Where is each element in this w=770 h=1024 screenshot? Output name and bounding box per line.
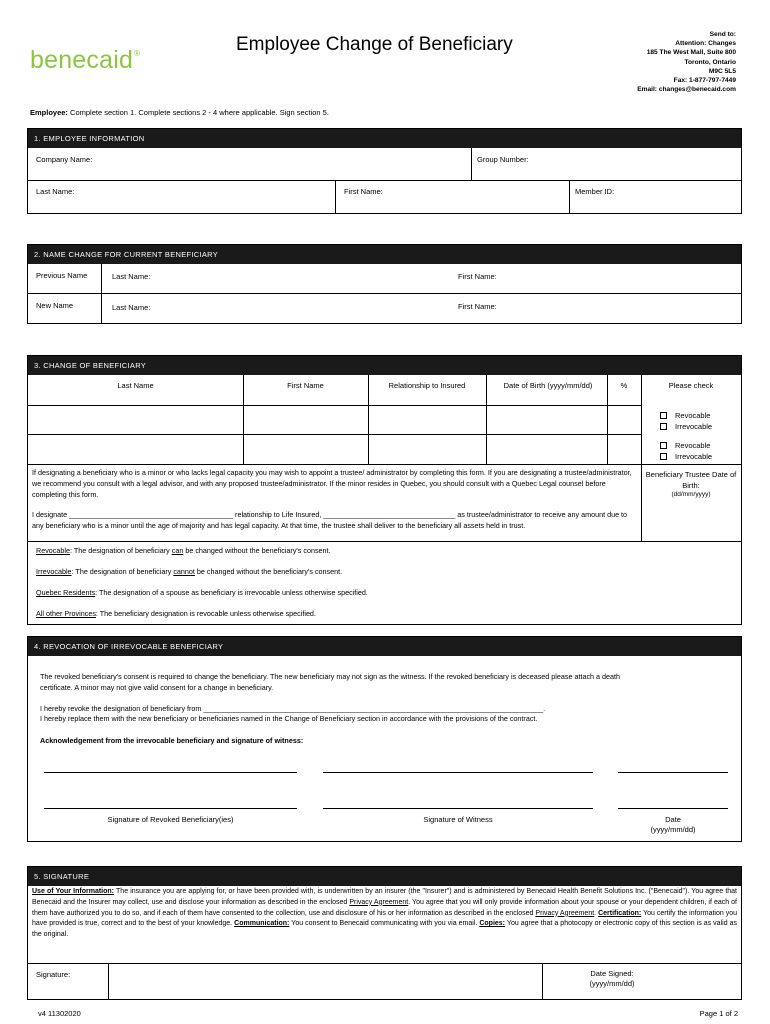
date-line-2[interactable]: [618, 808, 728, 809]
previous-name-label: Previous Name: [36, 271, 88, 280]
section-5-header: 5. SIGNATURE: [28, 867, 741, 886]
beneficiary-2-relationship[interactable]: [369, 435, 485, 463]
section-1-header: 1. EMPLOYEE INFORMATION: [28, 129, 741, 148]
witness-signature-label: Signature of Witness: [423, 815, 493, 824]
section-4-header: 4. REVOCATION OF IRREVOCABLE BENEFICIARY: [28, 637, 741, 656]
signature-field[interactable]: [109, 964, 542, 999]
employee-last-name-field[interactable]: Last Name:: [36, 187, 75, 196]
trustee-designation-text: I designate _________________________________________ relationship to Life Insured, _________________________________ as trustee/administrator to receive any amount due to any beneficiary who is a minor until the age of majority and has legal capacity. At that time, the trustee shall deliver to the beneficiary all assets held in trust.: [32, 510, 628, 530]
beneficiary-2-last-name[interactable]: [29, 435, 242, 463]
minor-trustee-note: If designating a beneficiary who is a minor or who lacks legal capacity you may wish to appoint a trustee/ administrator by completing this form. If you are designating a trustee/administrator, we recommend you consult with a legal advisor, and with any proposed trustee/administrator. If the minor resides in Quebec, you should consult with a Quebec Legal counsel before completing this form.: [32, 468, 632, 499]
def-quebec: Quebec Residents: The designation of a spouse as beneficiary is irrevocable unless otherwise specified.: [36, 588, 368, 597]
replace-statement: I hereby replace them with the new beneficiary or beneficiaries named in the Change of Beneficiary section in accordance with the provisions of the contract.: [40, 714, 538, 723]
section-3-header: 3. CHANGE OF BENEFICIARY: [28, 356, 741, 375]
col-first-name: First Name: [287, 381, 324, 390]
previous-first-name-field[interactable]: First Name:: [458, 272, 497, 281]
new-last-name-field[interactable]: Last Name:: [112, 303, 151, 312]
beneficiary-2-check: Revocable Irrevocable: [660, 440, 712, 462]
date-format: (yyyy/mm/dd): [650, 825, 696, 834]
section-2-header: 2. NAME CHANGE FOR CURRENT BENEFICIARY: [28, 245, 741, 264]
beneficiary-1-relationship[interactable]: [369, 406, 485, 433]
company-name-field[interactable]: Company Name:: [36, 155, 93, 164]
revoke-statement: I hereby revoke the designation of beneficiary from _____________________________________________________________________________________.: [40, 704, 546, 713]
section-name-change: [27, 244, 742, 324]
revoked-signature-label: Signature of Revoked Beneficiary(ies): [107, 815, 234, 824]
member-id-field[interactable]: Member ID:: [575, 187, 615, 196]
col-percent: %: [620, 381, 628, 390]
beneficiary-1-revocable-checkbox[interactable]: [660, 412, 667, 419]
def-irrevocable: Irrevocable: The designation of beneficiary cannot be changed without the beneficiary's consent.: [36, 567, 343, 576]
beneficiary-2-percent[interactable]: [608, 435, 640, 463]
col-last-name: Last Name: [117, 381, 154, 390]
col-relationship: Relationship to Insured: [388, 381, 466, 390]
intro-instructions: Employee: Complete section 1. Complete sections 2 - 4 where applicable. Sign section 5.: [30, 108, 329, 117]
beneficiary-1-irrevocable-checkbox[interactable]: [660, 423, 667, 430]
beneficiary-1-check: Revocable Irrevocable: [660, 410, 712, 432]
use-of-information-text: Use of Your Information: The insurance you are applying for, or have been provided with, is underwritten by an insurer (the "Insurer") and is administered by Benecaid Health Benefit Solutions Inc. ("Benecaid"). You agree that Benecaid and the Insurer may collect, use and disclose your information as described in the enclosed Privacy Agreement. You agree that you will only provide information about your spouse or your dependent children, if each of them have authorized you to do so, and if each of them have consented to the collection, use and disclosure of his or her information as described in the enclosed Privacy Agreement. Certification: You certify the information you have provided is true, correct and to the best of your knowledge. Communication: You consent to Benecaid communicating with you via email. Copies: You agree that a photocopy or electronic copy of this section is as valid as the original.: [32, 888, 738, 939]
benecaid-logo: benecaid®: [30, 46, 141, 74]
revoked-signature-line-1[interactable]: [44, 772, 297, 773]
witness-signature-line-2[interactable]: [323, 808, 593, 809]
beneficiary-1-dob[interactable]: [487, 406, 606, 433]
beneficiary-2-revocable-checkbox[interactable]: [660, 442, 667, 449]
acknowledgement-heading: Acknowledgement from the irrevocable beneficiary and signature of witness:: [40, 736, 304, 745]
form-title: Employee Change of Beneficiary: [236, 34, 513, 55]
new-name-label: New Name: [36, 301, 74, 310]
beneficiary-2-irrevocable-checkbox[interactable]: [660, 453, 667, 460]
beneficiary-2-dob[interactable]: [487, 435, 606, 463]
section-employee-information: [27, 128, 742, 214]
beneficiary-1-percent[interactable]: [608, 406, 640, 433]
revoked-signature-line-2[interactable]: [44, 808, 297, 809]
trustee-dob-label: Beneficiary Trustee Date of Birth:: [645, 470, 737, 490]
date-signed-field[interactable]: Date Signed: (yyyy/mm/dd): [589, 969, 635, 988]
def-other-provinces: All other Provinces: The beneficiary designation is revocable unless otherwise specified.: [36, 609, 316, 618]
employee-first-name-field[interactable]: First Name:: [344, 187, 383, 196]
section-revocation: [27, 636, 742, 842]
date-line-1[interactable]: [618, 772, 728, 773]
col-date-of-birth: Date of Birth (yyyy/mm/dd): [503, 381, 593, 390]
page-number: Page 1 of 2: [699, 1009, 738, 1018]
new-first-name-field[interactable]: First Name:: [458, 302, 497, 311]
version-number: v4 11302020: [38, 1009, 81, 1018]
group-number-field[interactable]: Group Number:: [477, 155, 529, 164]
beneficiary-1-last-name[interactable]: [29, 406, 242, 433]
trustee-dob-format: (dd/mm/yyyy): [671, 491, 711, 498]
signature-label: Signature:: [36, 970, 71, 979]
beneficiary-2-first-name[interactable]: [244, 435, 367, 463]
revocation-note: The revoked beneficiary's consent is required to change the beneficiary. The new beneficiary may not sign as the witness. If the revoked beneficiary is deceased please attach a death certificate. A minor may not give valid consent for a change in beneficiary.: [40, 672, 621, 692]
def-revocable: Revocable: The designation of beneficiary can be changed without the beneficiary's consent.: [36, 546, 331, 555]
send-to-block: Send to: Attention: Changes 185 The West Mall, Suite 800 Toronto, Ontario M9C 5L5 Fax: 1-877-797-7449 Email: changes@benecaid.com: [637, 31, 736, 94]
previous-last-name-field[interactable]: Last Name:: [112, 272, 151, 281]
date-label: Date: [665, 815, 681, 824]
col-please-check: Please check: [668, 381, 714, 390]
section-change-of-beneficiary: [27, 355, 742, 625]
beneficiary-1-first-name[interactable]: [244, 406, 367, 433]
witness-signature-line-1[interactable]: [323, 772, 593, 773]
section-signature: [27, 866, 742, 1000]
